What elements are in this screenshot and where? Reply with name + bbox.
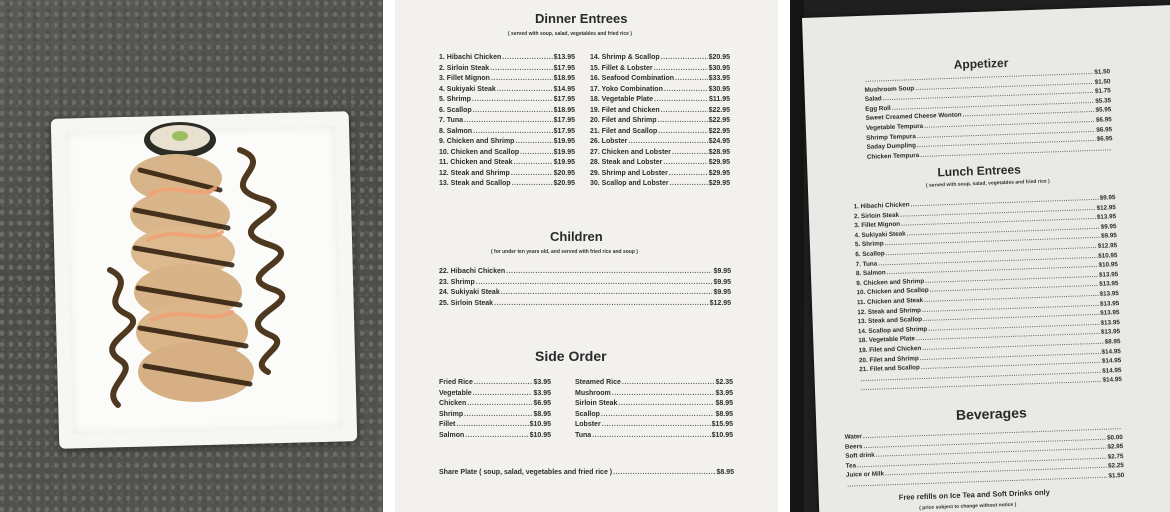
menu-item: 11. Chicken and Steak ..... $19.95	[439, 158, 575, 169]
menu-item: ..... $1.50	[864, 67, 1110, 85]
menu-item: Salad ..... $1.75	[865, 86, 1111, 104]
menu-item: 19. Filet and Chicken ..... $22.95	[590, 106, 730, 117]
menu-item: 26. Lobster ..... $24.95	[590, 137, 730, 148]
share-plate-price: $8.95	[716, 469, 734, 476]
menu-item: 25. Sirloin Steak ..... $12.95	[439, 299, 731, 310]
menu-item: 14. Shrimp & Scallop ..... $20.95	[590, 53, 730, 64]
menu-item: 10. Chicken and Scallop ..... $13.95	[856, 279, 1118, 298]
menu-item: 22. Hibachi Chicken ..... $9.95	[439, 267, 731, 278]
children-title: Children	[550, 229, 603, 244]
appetizer-title: Appetizer	[953, 55, 1009, 72]
menu-item: 4. Sukiyaki Steak ..... $14.95	[439, 85, 575, 96]
menu-item: 17. Yoko Combination ..... $30.95	[590, 85, 730, 96]
menu-item: Sweet Creamed Cheese Wonton ..... $5.95	[865, 106, 1111, 124]
menu-item: 5. Shrimp ..... $9.95	[855, 232, 1117, 251]
menu-item: 11. Chicken and Steak ..... $13.95	[857, 289, 1119, 308]
menu-item: Beers ..... $0.00	[845, 433, 1123, 452]
menu-item: Shrimp Tempura ..... $6.95	[866, 125, 1112, 143]
price-note: ( price subject to change without notice )	[919, 501, 1017, 512]
menu-item: 7. Tuna ..... $17.95	[439, 116, 575, 127]
menu-item: 8. Salmon ..... $10.95	[856, 260, 1118, 279]
menu-item: Water .....	[845, 423, 1123, 442]
menu-item: Egg Roll ..... $5.35	[865, 96, 1111, 114]
menu-item: 21. Filet and Scallop ..... $22.95	[590, 127, 730, 138]
menu-item: 13. Steak and Scallop ..... $20.95	[439, 179, 575, 190]
menu-item: Mushroom Soup ..... $1.50	[864, 77, 1110, 95]
menu-page-lunch	[790, 0, 1170, 512]
menu-item: Tuna ..... $10.95	[575, 431, 733, 442]
menu-item: 1. Hibachi Chicken ..... $13.95	[439, 53, 575, 64]
beverages-title: Beverages	[955, 404, 1028, 423]
menu-item: ..... $14.95	[860, 375, 1122, 394]
side-list-right	[575, 378, 733, 441]
menu-item: 2. Sirloin Steak ..... $12.95	[854, 203, 1116, 222]
menu-item: Lobster ..... $15.95	[575, 420, 733, 431]
share-plate-row	[439, 468, 734, 479]
menu-item: Steamed Rice ..... $2.35	[575, 378, 733, 389]
menu-item: Fried Rice ..... $3.95	[439, 378, 551, 389]
menu-item: 8. Salmon ..... $17.95	[439, 127, 575, 138]
menu-item: Scallop ..... $8.95	[575, 410, 733, 421]
menu-item: ..... $1.50	[846, 471, 1124, 490]
menu-item: 1. Hibachi Chicken ..... $9.95	[853, 193, 1115, 212]
menu-item: Tea ..... $2.75	[846, 452, 1124, 471]
menu-item: 9. Chicken and Shrimp ..... $19.95	[439, 137, 575, 148]
menu-item: 27. Chicken and Lobster ..... $28.95	[590, 148, 730, 159]
share-plate-label: Share Plate ( soup, salad, vegetables and fried rice )	[439, 469, 613, 476]
lunch-subtitle: ( served with soup, salad, vegetables and fried rice )	[925, 178, 1050, 189]
menu-item: 18. Vegetable Plate ..... $11.95	[590, 95, 730, 106]
menu-item: 29. Shrimp and Lobster ..... $29.95	[590, 169, 730, 180]
menu-item: 20. Filet and Shrimp ..... $14.95	[859, 347, 1121, 366]
menu-item: 28. Steak and Lobster ..... $29.95	[590, 158, 730, 169]
menu-item: 6. Scallop ..... $18.95	[439, 106, 575, 117]
menu-item: Chicken Tempura .....	[867, 144, 1113, 162]
menu-item: 15. Fillet & Lobster ..... $30.95	[590, 64, 730, 75]
sushi-photo	[0, 0, 383, 512]
menu-item: 3. Fillet Mignon ..... $13.95	[854, 212, 1116, 231]
menu-item: Sirloin Steak ..... $8.95	[575, 399, 733, 410]
menu-item: 4. Sukiyaki Steak ..... $9.95	[854, 222, 1116, 241]
menu-item: 10. Chicken and Scallop ..... $19.95	[439, 148, 575, 159]
menu-item: 14. Scallop and Shrimp ..... $13.95	[858, 318, 1120, 337]
sushi-roll-illustration	[0, 0, 383, 512]
menu-item: 7. Tuna ..... $10.95	[855, 251, 1117, 270]
menu-item: 6. Scallop ..... $12.95	[855, 241, 1117, 260]
appetizer-list	[864, 67, 1113, 162]
menu-item: 12. Steak and Shrimp ..... $20.95	[439, 169, 575, 180]
menu-item: Mushroom ..... $3.95	[575, 389, 733, 400]
dinner-list-left	[439, 53, 575, 190]
dinner-list-right	[590, 53, 730, 190]
menu-item: 18. Vegetable Plate ..... $13.95	[858, 327, 1120, 346]
children-list	[439, 267, 731, 309]
menu-item: 19. Filet and Chicken ..... $8.95	[858, 337, 1120, 356]
menu-item: 20. Filet and Shrimp ..... $22.95	[590, 116, 730, 127]
menu-item: Fillet ..... $10.95	[439, 420, 551, 431]
beverages-list	[845, 423, 1125, 490]
menu-item: Shrimp ..... $8.95	[439, 410, 551, 421]
menu-item: 13. Steak and Scallop ..... $13.95	[857, 308, 1119, 327]
menu-item: 21. Filet and Scallop ..... $14.95	[859, 356, 1121, 375]
lunch-list	[853, 193, 1122, 394]
menu-item: Saday Dumpling ..... $6.95	[866, 134, 1112, 152]
menu-folder-edge	[790, 0, 804, 512]
menu-item: 24. Sukiyaki Steak ..... $9.95	[439, 288, 731, 299]
menu-item: Salmon ..... $10.95	[439, 431, 551, 442]
refill-note: Free refills on Ice Tea and Soft Drinks only	[898, 487, 1051, 502]
menu-paper	[802, 5, 1170, 512]
children-subtitle: ( for under ten years old, and served with fried rice and soup )	[491, 249, 638, 255]
side-order-title: Side Order	[535, 348, 607, 364]
menu-item: 5. Shrimp ..... $17.95	[439, 95, 575, 106]
dinner-title: Dinner Entrees	[535, 11, 628, 26]
menu-item: Vegetable ..... $3.95	[439, 389, 551, 400]
side-list-left	[439, 378, 551, 441]
menu-item: Soft drink ..... $2.95	[845, 442, 1123, 461]
menu-item: 30. Scallop and Lobster ..... $29.95	[590, 179, 730, 190]
menu-item: Chicken ..... $6.95	[439, 399, 551, 410]
menu-item: ..... $14.95	[859, 366, 1121, 385]
menu-item: Juice or Milk ..... $2.25	[846, 461, 1124, 480]
menu-item: 9. Chicken and Shrimp ..... $13.95	[856, 270, 1118, 289]
menu-item: 12. Steak and Shrimp ..... $13.95	[857, 299, 1119, 318]
menu-item: 2. Sirloin Steak ..... $17.95	[439, 64, 575, 75]
menu-item: 23. Shrimp ..... $9.95	[439, 278, 731, 289]
menu-item: Vegetable Tempura ..... $6.95	[866, 115, 1112, 133]
menu-item: 16. Seafood Combination ..... $33.95	[590, 74, 730, 85]
menu-item: 3. Fillet Mignon ..... $18.95	[439, 74, 575, 85]
lunch-title: Lunch Entrees	[937, 162, 1022, 180]
menu-page-dinner	[395, 0, 778, 512]
dinner-subtitle: ( served with soup, salad, vegetables and fried rice )	[508, 31, 632, 37]
